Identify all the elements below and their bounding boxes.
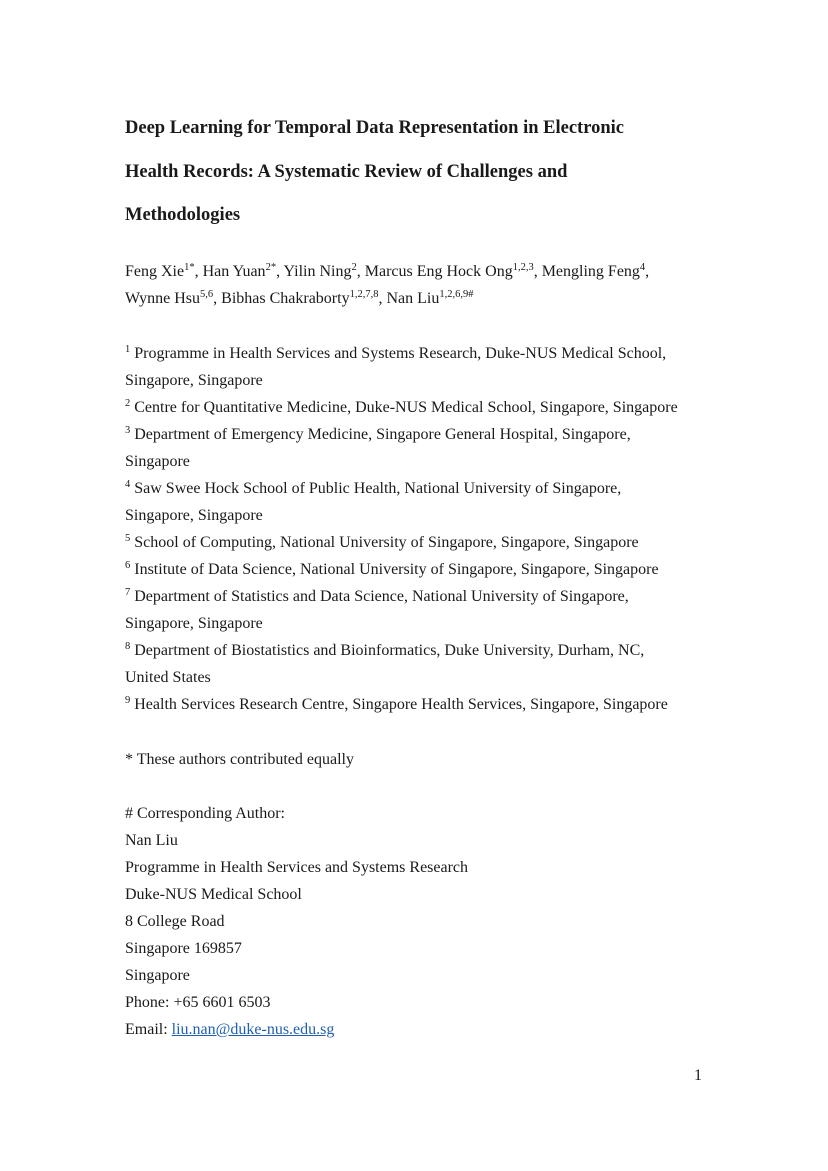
affiliation-list [125,340,725,718]
affiliation-item [125,556,725,583]
affiliation-text: Department of Biostatistics and Bioinformatics, Duke University, Durham, NC, [134,642,645,659]
author-separator: , [194,263,203,280]
author-line [125,258,725,285]
affiliation-item [125,421,725,475]
corresponding-heading: # Corresponding Author: [125,805,285,822]
affiliation-number: 8 [125,641,131,652]
affiliation-text: Saw Swee Hock School of Public Health, National University of Singapore, [134,480,622,497]
affiliation-text: Singapore, Singapore [125,507,263,524]
author-name: Bibhas Chakraborty [221,290,350,307]
corresponding-name: Nan Liu [125,832,178,849]
title-line: Methodologies [125,205,241,225]
corresponding-street: 8 College Road [125,913,225,930]
author-name: Nan Liu [386,290,440,307]
affiliation-text: Singapore [125,453,190,470]
author-name: Marcus Eng Hock Ong [364,263,513,280]
affiliation-number: 2 [125,398,131,409]
author-line [125,285,725,312]
author-affiliation-marker: 4 [639,262,646,273]
affiliation-item [125,340,725,394]
affiliation-number: 6 [125,560,131,571]
affiliation-text: Singapore, Singapore [125,372,263,389]
affiliation-text: Programme in Health Services and Systems Research, Duke-NUS Medical School, [134,345,667,362]
affiliation-text: Department of Emergency Medicine, Singapore General Hospital, Singapore, [134,426,631,443]
author-affiliation-marker: 1,2,3 [512,262,534,273]
author-affiliation-marker: 2 [351,262,357,273]
affiliation-item [125,583,725,637]
author-separator: , [645,263,650,280]
affiliation-text: Centre for Quantitative Medicine, Duke-NUS Medical School, Singapore, Singapore [134,399,678,416]
author-list [125,258,725,312]
author-name: Mengling Feng [541,263,640,280]
author-separator: , [378,290,387,307]
corresponding-country: Singapore [125,967,190,984]
affiliation-number: 9 [125,695,131,706]
affiliation-number: 4 [125,479,131,490]
affiliation-item [125,475,725,529]
corresponding-author-block [125,800,468,1043]
author-separator: , [356,263,365,280]
author-affiliation-marker: 5,6 [200,289,214,300]
affiliation-text: Department of Statistics and Data Science, National University of Singapore, [134,588,629,605]
author-affiliation-marker: 2* [265,262,277,273]
author-name: Wynne Hsu [125,290,201,307]
email-label: Email: [125,1021,172,1038]
affiliation-number: 5 [125,533,131,544]
author-separator: , [276,263,284,280]
paper-title [125,107,725,238]
author-affiliation-marker: 1* [184,262,195,273]
affiliation-item [125,394,725,421]
page-number: 1 [694,1067,702,1084]
affiliation-text: United States [125,669,211,686]
affiliation-number: 1 [125,344,131,355]
corresponding-school: Duke-NUS Medical School [125,886,302,903]
title-line: Health Records: A Systematic Review of Challenges and [125,161,568,182]
title-line: Deep Learning for Temporal Data Representation in Electronic [125,118,624,138]
affiliation-text: Singapore, Singapore [125,615,263,632]
corresponding-phone: Phone: +65 6601 6503 [125,994,271,1011]
author-separator: , [533,263,542,280]
affiliation-item [125,691,725,718]
email-link[interactable]: liu.nan@duke-nus.edu.sg [171,1021,335,1038]
corresponding-email-line [125,1016,468,1043]
affiliation-number: 3 [125,425,131,436]
author-affiliation-marker: 1,2,6,9# [439,289,474,300]
author-affiliation-marker: 1,2,7,8 [349,289,379,300]
author-name: Feng Xie [125,263,185,280]
author-name: Yilin Ning [283,263,352,280]
affiliation-item [125,637,725,691]
author-separator: , [213,290,222,307]
affiliation-text: Health Services Research Centre, Singapore Health Services, Singapore, Singapore [134,696,668,713]
affiliation-item [125,529,725,556]
affiliation-text: School of Computing, National University of Singapore, Singapore, Singapore [134,534,639,551]
equal-contribution-note: * These authors contributed equally [125,751,354,768]
corresponding-department: Programme in Health Services and Systems Research [125,859,469,876]
author-name: Han Yuan [202,263,266,280]
corresponding-postal: Singapore 169857 [125,940,242,957]
affiliation-number: 7 [125,587,131,598]
affiliation-text: Institute of Data Science, National University of Singapore, Singapore, Singapore [134,561,659,578]
